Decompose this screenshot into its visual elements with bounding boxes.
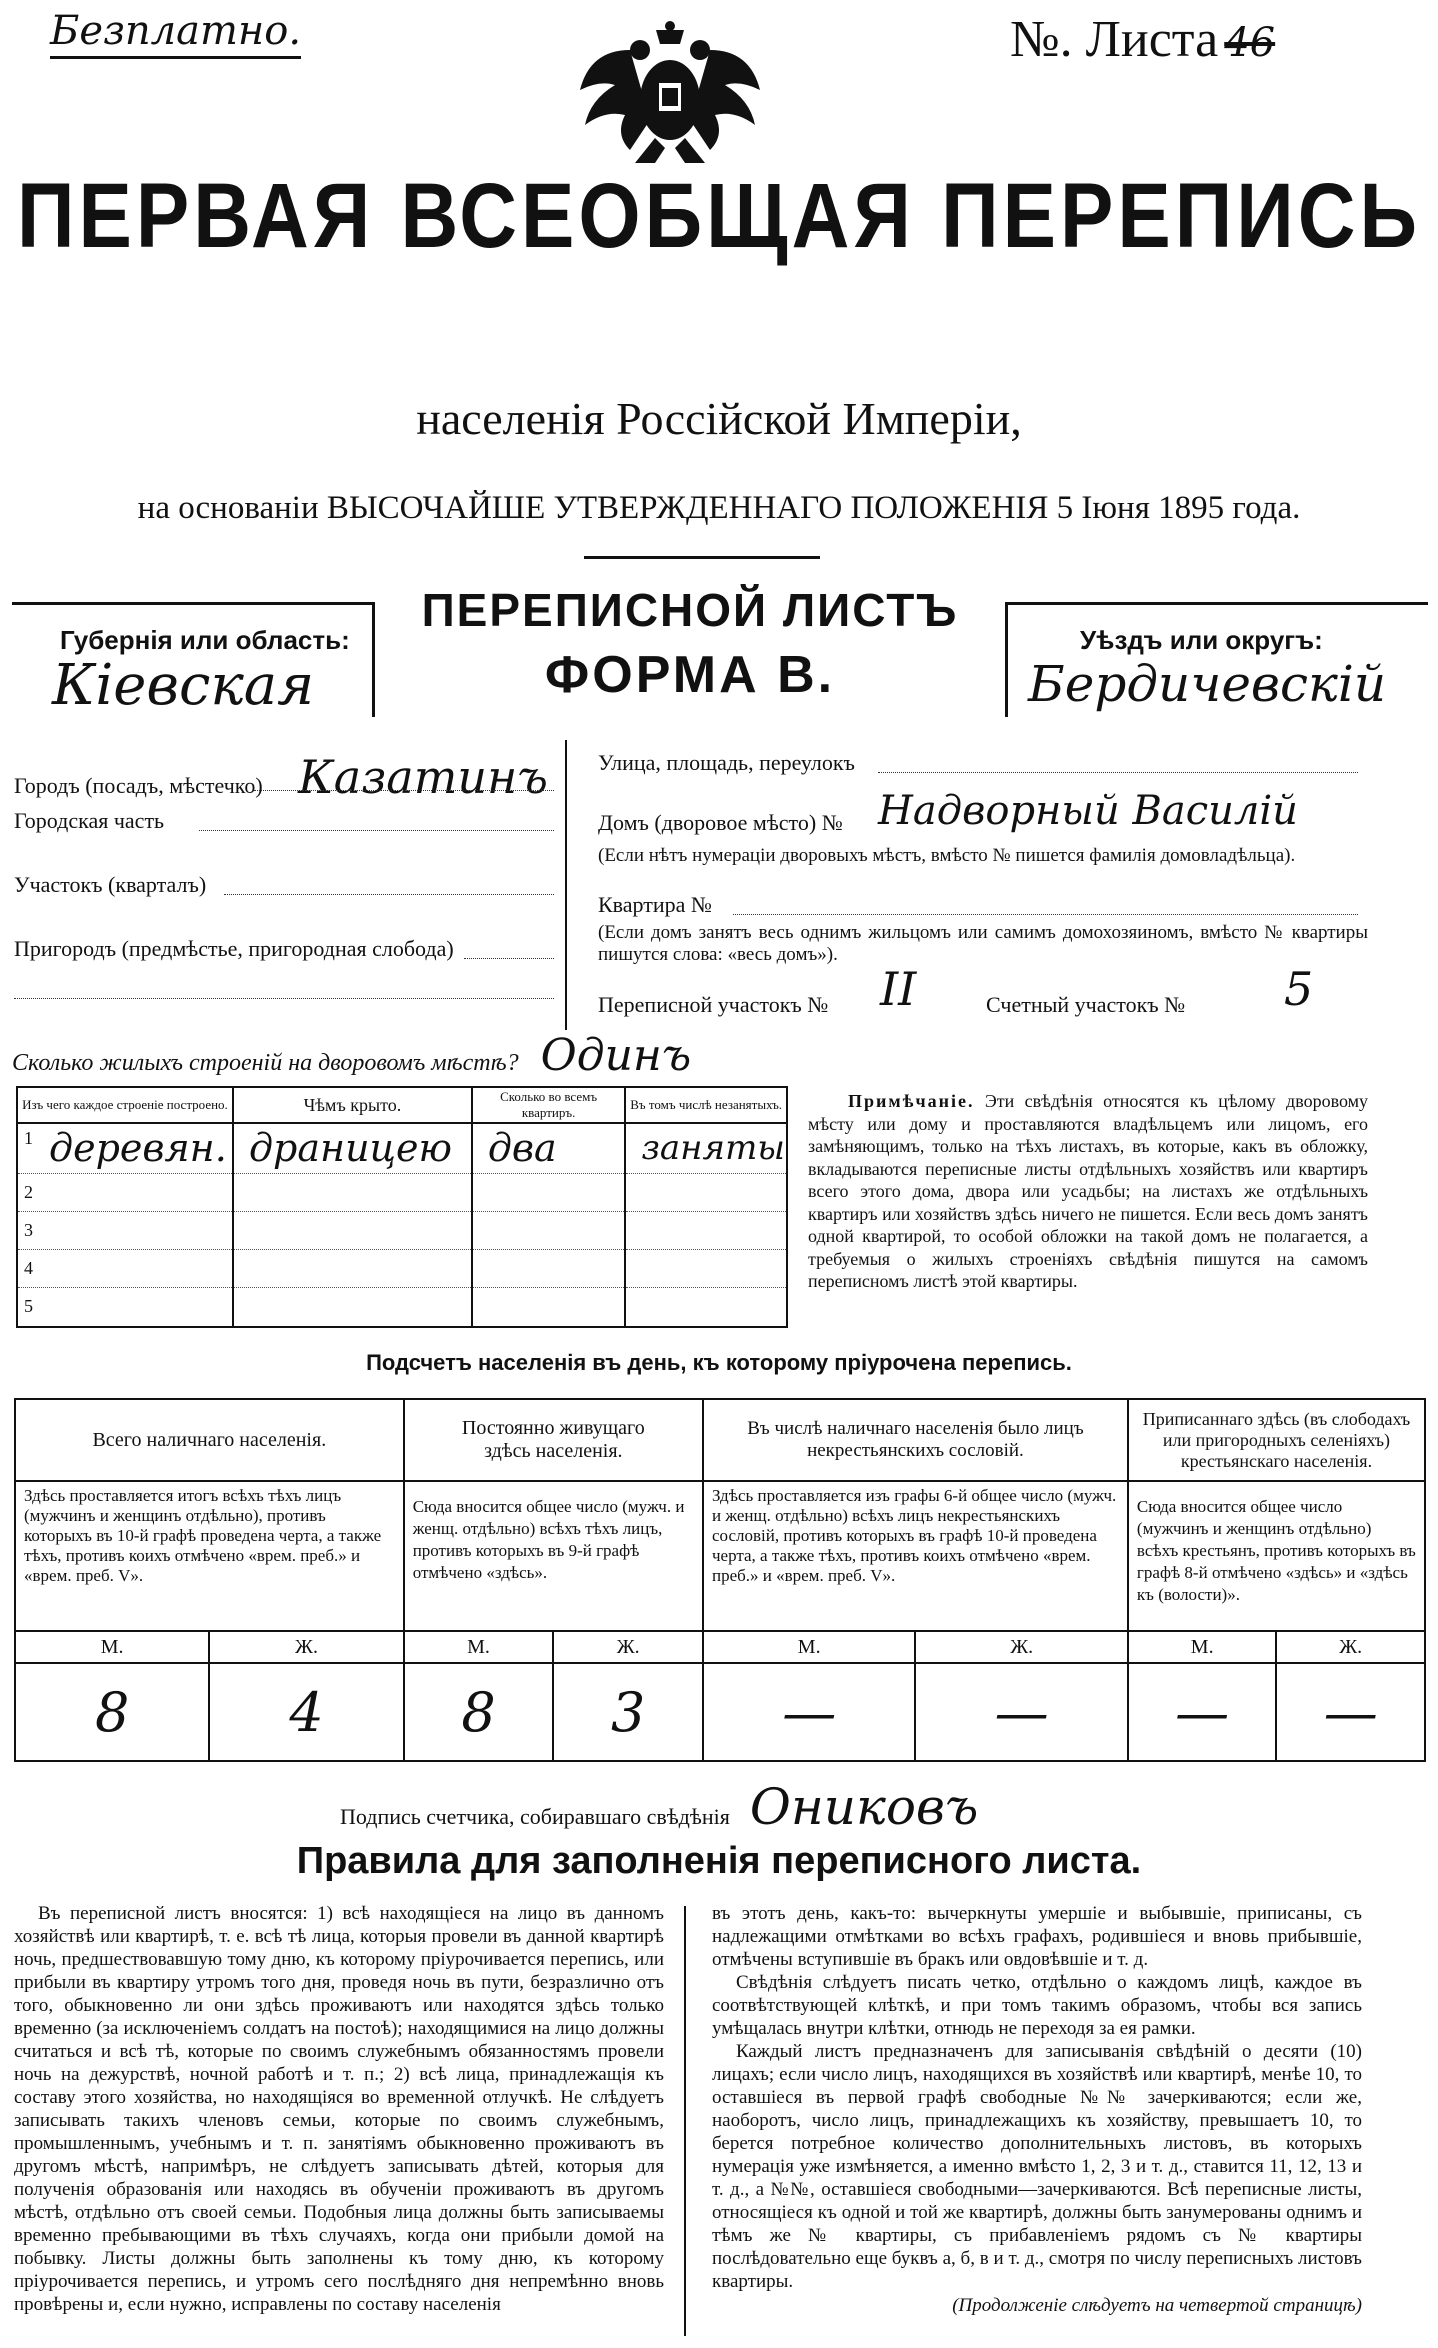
street-label: Улица, площадь, переулокъ: [598, 750, 855, 775]
city-part-label: Городская часть: [14, 808, 165, 833]
apartment-label: Квартира №: [598, 892, 712, 917]
signature-row: [340, 1778, 1040, 1836]
buildings-header-row: [17, 1087, 787, 1123]
census-section-label: Переписной участокъ №: [598, 992, 829, 1017]
signature-value: Ониковъ: [749, 1778, 979, 1836]
col-non-peasant: Въ числѣ наличнаго населенія было лицъ некрестьянскихъ сословій.: [703, 1399, 1128, 1481]
district-label: Участокъ (кварталъ): [14, 872, 207, 897]
basis-line: на основаніи ВЫСОЧАЙШЕ УТВЕРЖДЕННАГО ПОЛОЖЕНІЯ 5 Іюня 1895 года.: [137, 490, 1301, 526]
permanent-male: 8: [404, 1663, 554, 1761]
vacant-cell: [625, 1249, 787, 1287]
subtitle: населенія Россійской Имперіи,: [416, 393, 1022, 444]
street-line: [878, 772, 1358, 773]
roof-cell: [233, 1211, 472, 1249]
address-vertical-rule: [565, 740, 567, 1030]
roof-cell: [233, 1123, 472, 1173]
buildings-question: [12, 1030, 691, 1081]
count-title: Подсчетъ населенія въ день, къ которому пріурочена перепись.: [366, 1350, 1072, 1375]
sheet-number-value: 46: [1224, 20, 1276, 66]
desc-permanent: Сюда вносится общее число (мужч. и женщ. отдѣльно) всѣхъ тѣхъ лицъ, противъ которыхъ въ 9-й графѣ отмѣчено «здѣсь».: [404, 1481, 703, 1631]
census-section-value: II: [880, 962, 917, 1016]
form-title: ПЕРЕПИСНОЙ ЛИСТЪ: [421, 584, 959, 636]
gubernia-label: Губернія или область:: [60, 625, 350, 655]
rules-left-column: [14, 1902, 664, 2316]
apartment-line: [733, 914, 1358, 915]
city-label: Городъ (посадъ, мѣстечко): [14, 773, 263, 798]
address-right: [598, 730, 1368, 1030]
col-registered-peasant: Приписаннаго здѣсь (въ слободахъ или пригородныхъ селеніяхъ) крестьянскаго населенія.: [1128, 1399, 1425, 1481]
vacant-cell: [625, 1211, 787, 1249]
buildings-note: [808, 1090, 1368, 1293]
count-section-value: 5: [1284, 962, 1314, 1016]
apartments-value: два: [487, 1126, 557, 1171]
female-label: Ж.: [1276, 1631, 1425, 1663]
present-male: 8: [15, 1663, 209, 1761]
extra-line: [14, 998, 554, 999]
address-left: [14, 730, 554, 1030]
apartments-cell: [472, 1211, 626, 1249]
roof-cell: [233, 1173, 472, 1211]
vacant-cell: [625, 1123, 787, 1173]
row-number: 3: [17, 1211, 233, 1249]
roof-cell: [233, 1249, 472, 1287]
female-label: Ж.: [209, 1631, 403, 1663]
material-cell: [17, 1123, 233, 1173]
rules-right-text-2: Свѣдѣнія слѣдуетъ писать четко, отдѣльно о каждомъ лицѣ, каждое въ соотвѣтствующей клѣткѣ, и при томъ такимъ образомъ, чтобы вся запись умѣщалась внутри клѣтки, отнюдь не переходя за ея рамки.: [712, 1972, 1362, 2039]
col-vacant: Въ томъ числѣ незанятыхъ.: [625, 1087, 787, 1123]
male-label: М.: [15, 1631, 209, 1663]
divider: [584, 556, 820, 559]
registered-female: —: [1276, 1663, 1425, 1761]
col-material: Изъ чего каждое строеніе построено.: [17, 1087, 233, 1123]
count-values-row: [15, 1663, 1425, 1761]
form-subtitle: ФОРМА В.: [544, 646, 836, 704]
desc-present: Здѣсь проставляется итогъ всѣхъ тѣхъ лицъ (мужчинъ и женщинъ отдѣльно), противъ которыхъ въ 10-й графѣ проведена черта, а также тѣхъ, противъ коихъ отмѣчено «врем. преб.» и «врем. преб. V».: [15, 1481, 404, 1631]
rules-left-text: Въ переписной листъ вносятся: 1) всѣ находящіеся на лицо въ данномъ хозяйствѣ или квартирѣ, т. е. всѣ тѣ лица, которыя провели въ данной квартирѣ ночь, предшествовавшую тому дню, къ которому пріурочивается перепись, или прибыли въ квартиру утромъ того дня, проведя ночь въ пути, безразлично отъ того, обыкновенно ли они здѣсь проживаютъ или находятся здѣсь только временно (за исключеніемъ солдатъ на постоѣ); находящимися на лицо должны считаться и всѣ тѣ, которые по своимъ служебнымъ обязанностямъ провели ночь на дежурствѣ, ночной работѣ и т. п.; 2) всѣ лица, принадлежащія къ составу этого хозяйства, но находящіяся во временной отлучкѣ. Не слѣдуетъ записывать такихъ членовъ семьи, которые по своимъ служебнымъ, промышленнымъ, учебнымъ и т. п. занятіямъ обыкновенно проживаютъ въ другомъ мѣстѣ, напримѣръ, не слѣдуетъ записывать дѣтей, которыя для полученія образованія или находясь въ обученіи проживаютъ въ другомъ мѣстѣ, отдѣльно отъ своей семьи. Подобныя лица должны быть записываемы временно пребывающими въ тѣхъ случаяхъ, когда они прибыли домой на побывку. Листы должны быть заполнены къ тому дню, къ которому пріурочивается перепись, и утромъ сего послѣдняго дня непремѣнно вновь провѣрены и, если нужно, исправлены по составу населенія: [14, 1903, 664, 2315]
buildings-question-text: Сколько жилыхъ строеній на дворовомъ мѣстѣ?: [12, 1050, 519, 1076]
sex-label-row: [15, 1631, 1425, 1663]
city-row: [14, 750, 554, 804]
suburb-label: Пригородъ (предмѣстье, пригородная слобода): [14, 936, 454, 961]
rules-continue: (Продолженіе слѣдуетъ на четвертой страницѣ): [952, 2295, 1362, 2316]
rules-right-text-3: Каждый листъ предназначенъ для записыванія свѣдѣній о десяти (10) лицахъ; если число лицъ, находящихся въ хозяйствѣ или квартирѣ, менѣе 10, то оставшіеся въ первой графѣ свободные №№ зачеркиваются; если же, наоборотъ, число лицъ, принадлежащихъ къ хозяйству, превышаетъ 10, то берется потребное количество дополнительныхъ листовъ, въ которыхъ нумерація уже измѣняется, а именно вмѣсто 1, 2, 3 и т. д., ставится 11, 12, 13 и т. д., а №№, оставшіеся свободными—зачеркиваются. Всѣ переписные листы, относящіеся къ одной и той же квартирѣ, должны быть занумерованы однимъ и тѣмъ же № квартиры, съ прибавленіемъ рядомъ съ № квартиры послѣдовательно еще буквъ а, б, в и т. д., смотря по числу переписныхъ листовъ квартиры.: [712, 2041, 1362, 2292]
main-title: ПЕРВАЯ ВСЕОБЩАЯ ПЕРЕПИСЬ: [17, 164, 1421, 267]
city-value: Казатинъ: [298, 750, 548, 804]
female-label: Ж.: [553, 1631, 703, 1663]
table-row: [17, 1211, 787, 1249]
signature-label: Подпись счетчика, собиравшаго свѣдѣнія: [340, 1804, 730, 1829]
population-count-table: [14, 1398, 1426, 1762]
apartments-cell: [472, 1249, 626, 1287]
row-number: 2: [17, 1173, 233, 1211]
desc-non-peasant: Здѣсь проставляется изъ графы 6-й общее число (мужч. и женщ. отдѣльно) всѣхъ лицъ некрестьянскихъ сословій, противъ которыхъ въ графѣ 10-й проведена черта, а также тѣхъ, противъ коихъ отмѣчено «врем. преб.» и «врем. преб. V».: [703, 1481, 1128, 1631]
apartments-cell: [472, 1173, 626, 1211]
note-title: Примѣчаніе.: [848, 1091, 975, 1111]
non-peasant-female: —: [915, 1663, 1127, 1761]
female-label: Ж.: [915, 1631, 1127, 1663]
roof-value: драницею: [248, 1126, 452, 1171]
rules-right-text-1: въ этотъ день, какъ-то: вычеркнуты умершіе и выбывшіе, приписаны, съ надлежащими отмѣтками во всѣхъ графахъ, родившіеся и вновь прибывшіе, отмѣчены вступившіе въ бракъ или овдовѣвшіе и т. д.: [712, 1903, 1362, 1970]
permanent-female: 3: [553, 1663, 703, 1761]
uezd-value: Бердичевскій: [1028, 655, 1387, 713]
present-female: 4: [209, 1663, 403, 1761]
male-label: М.: [703, 1631, 915, 1663]
gubernia-box: [12, 602, 375, 717]
count-header-row: [15, 1399, 1425, 1481]
buildings-table: [16, 1086, 788, 1328]
apartment-note: (Если домъ занятъ весь однимъ жильцомъ или самимъ домохозяиномъ, вмѣсто № квартиры пишутся слова: «весь домъ»).: [598, 922, 1368, 965]
row-number: 5: [17, 1287, 233, 1327]
male-label: М.: [1128, 1631, 1277, 1663]
vacant-value: заняты: [641, 1128, 785, 1169]
rules-title: Правила для заполненія переписного листа.: [296, 1840, 1142, 1882]
table-row: [17, 1287, 787, 1327]
table-row: [17, 1249, 787, 1287]
vacant-cell: [625, 1287, 787, 1327]
sheet-number-label: №. Листа: [1010, 11, 1219, 68]
apartments-cell: [472, 1287, 626, 1327]
vacant-cell: [625, 1173, 787, 1211]
note-text: Эти свѣдѣнія относятся къ цѣлому дворовому мѣсту или дому и проставляются владѣльцемъ или лицомъ, его замѣняющимъ, только на тѣхъ листахъ, въ которые, какъ въ обложку, вкладываются переписные листы отдѣльныхъ хозяйствъ или квартиръ всего этого дома, двора или усадьбы; на листахъ же отдѣльныхъ квартиръ или хозяйствъ здѣсь ничего не пишется. Если весь домъ занятъ одной квартирой, то особой обложки на такой домъ не полагается, а требуемыя о жилыхъ строеніяхъ свѣдѣнія пишутся на самомъ переписномъ листѣ этой квартиры.: [808, 1091, 1368, 1291]
registered-male: —: [1128, 1663, 1277, 1761]
uezd-box: [1005, 602, 1428, 717]
count-desc-row: [15, 1481, 1425, 1631]
table-row: [17, 1173, 787, 1211]
non-peasant-male: —: [703, 1663, 915, 1761]
uezd-label: Уѣздъ или округъ:: [1080, 625, 1323, 655]
suburb-line: [464, 958, 554, 959]
double-headed-eagle-emblem: [570, 20, 770, 170]
rules-column-divider: [684, 1906, 686, 2336]
apartments-cell: [472, 1123, 626, 1173]
col-permanent: Постоянно живущаго здѣсь населенія.: [404, 1399, 703, 1481]
col-apartments: Сколько во всемъ квартиръ.: [472, 1087, 626, 1123]
male-label: М.: [404, 1631, 554, 1663]
row-number: 4: [17, 1249, 233, 1287]
district-line: [224, 894, 554, 895]
col-present: Всего наличнаго населенія.: [15, 1399, 404, 1481]
col-roof: Чѣмъ крыто.: [233, 1087, 472, 1123]
rules-right-column: [712, 1902, 1362, 2317]
desc-registered-peasant: Сюда вносится общее число (мужчинъ и женщинъ отдѣльно) всѣхъ крестьянъ, противъ которыхъ въ графѣ 8-й отмѣчено «здѣсь» и «здѣсь къ (волости)».: [1128, 1481, 1425, 1631]
material-value: деревян.: [49, 1126, 227, 1171]
house-label: Домъ (дворовое мѣсто) №: [598, 810, 843, 835]
buildings-answer: Одинъ: [540, 1030, 692, 1081]
sheet-number: [1010, 10, 1275, 69]
table-row: [17, 1123, 787, 1173]
house-note: (Если нѣтъ нумераціи дворовыхъ мѣстъ, вмѣсто № пишется фамилія домовладѣльца).: [598, 845, 1296, 866]
roof-cell: [233, 1287, 472, 1327]
house-value: Надворный Василій: [878, 788, 1298, 834]
free-label: Безплатно.: [50, 8, 301, 59]
count-section-label: Счетный участокъ №: [986, 992, 1186, 1017]
gubernia-value: Кіевская: [52, 653, 315, 718]
row-number: 1: [24, 1128, 33, 1148]
city-part-line: [199, 830, 554, 831]
